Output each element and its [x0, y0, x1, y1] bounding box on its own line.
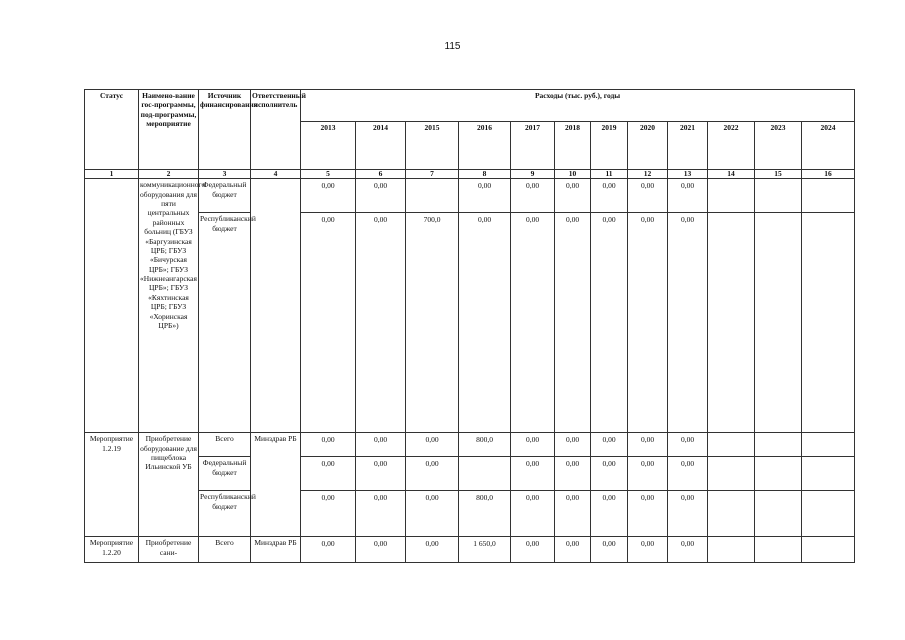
year-header-2019: 2019	[591, 122, 628, 170]
value-cell: 0,00	[406, 537, 459, 563]
value-cell	[708, 213, 755, 433]
value-cell: 0,00	[591, 213, 628, 433]
table-row	[85, 457, 855, 491]
value-cell: 0,00	[555, 491, 591, 537]
budget-table	[84, 89, 855, 563]
source-cell: Всего	[199, 537, 251, 563]
value-cell: 0,00	[301, 213, 356, 433]
value-cell	[802, 213, 855, 433]
header-responsible: Ответственный исполнитель	[251, 90, 301, 170]
value-cell: 0,00	[628, 433, 668, 457]
value-cell: 0,00	[555, 537, 591, 563]
value-cell: 700,0	[406, 213, 459, 433]
year-header-2023: 2023	[755, 122, 802, 170]
value-cell: 0,00	[668, 433, 708, 457]
value-cell: 0,00	[591, 537, 628, 563]
header-expenses: Расходы (тыс. руб.), годы	[301, 90, 855, 122]
header-name: Наимено-вание гос-программы, под-программы, мероприятие	[139, 90, 199, 170]
name-cell: Приобретение сани-	[139, 537, 199, 563]
value-cell	[755, 433, 802, 457]
table-row	[85, 433, 855, 457]
table-row	[85, 537, 855, 563]
source-cell: Всего	[199, 433, 251, 457]
value-cell: 0,00	[591, 491, 628, 537]
value-cell: 0,00	[628, 491, 668, 537]
table-row	[85, 213, 855, 433]
value-cell: 0,00	[406, 457, 459, 491]
responsible-cell	[251, 179, 301, 433]
value-cell: 0,00	[555, 213, 591, 433]
value-cell: 0,00	[628, 179, 668, 213]
value-cell	[708, 433, 755, 457]
column-number: 8	[459, 170, 511, 179]
value-cell: 800,0	[459, 491, 511, 537]
column-number: 11	[591, 170, 628, 179]
value-cell: 0,00	[301, 537, 356, 563]
value-cell	[755, 537, 802, 563]
value-cell: 0,00	[511, 433, 555, 457]
value-cell: 0,00	[668, 491, 708, 537]
source-cell: Федеральный бюджет	[199, 457, 251, 491]
column-number: 9	[511, 170, 555, 179]
value-cell	[708, 537, 755, 563]
year-header-2017: 2017	[511, 122, 555, 170]
value-cell: 0,00	[668, 537, 708, 563]
column-number: 14	[708, 170, 755, 179]
value-cell: 0,00	[555, 179, 591, 213]
column-number: 12	[628, 170, 668, 179]
value-cell: 0,00	[301, 179, 356, 213]
column-number: 2	[139, 170, 199, 179]
value-cell: 0,00	[406, 433, 459, 457]
table-row	[85, 179, 855, 213]
status-cell: Мероприятие 1.2.19	[85, 433, 139, 537]
value-cell: 1 650,0	[459, 537, 511, 563]
header-source: Источник финансирования	[199, 90, 251, 170]
header-status: Статус	[85, 90, 139, 170]
value-cell: 0,00	[301, 491, 356, 537]
name-cell: Приобретение оборудование для пищеблока Ильинской УБ	[139, 433, 199, 537]
value-cell: 0,00	[668, 213, 708, 433]
source-cell: Республиканский бюджет	[199, 491, 251, 537]
year-header-2021: 2021	[668, 122, 708, 170]
value-cell: 0,00	[668, 457, 708, 491]
value-cell: 0,00	[511, 179, 555, 213]
column-number: 7	[406, 170, 459, 179]
value-cell: 0,00	[511, 491, 555, 537]
value-cell	[459, 457, 511, 491]
table-row	[85, 491, 855, 537]
value-cell: 0,00	[356, 537, 406, 563]
status-cell	[85, 179, 139, 433]
value-cell: 0,00	[356, 179, 406, 213]
year-header-2013: 2013	[301, 122, 356, 170]
value-cell: 0,00	[628, 457, 668, 491]
year-header-2020: 2020	[628, 122, 668, 170]
value-cell: 0,00	[591, 457, 628, 491]
value-cell	[802, 433, 855, 457]
value-cell: 0,00	[356, 433, 406, 457]
value-cell: 800,0	[459, 433, 511, 457]
value-cell: 0,00	[356, 213, 406, 433]
column-number: 4	[251, 170, 301, 179]
value-cell: 0,00	[668, 179, 708, 213]
value-cell: 0,00	[591, 179, 628, 213]
column-number: 6	[356, 170, 406, 179]
year-header-2018: 2018	[555, 122, 591, 170]
value-cell: 0,00	[301, 457, 356, 491]
name-cell: коммуникационного оборудования для пяти центральных районных больниц (ГБУЗ «Баргузинская ЦРБ; ГБУЗ «Бичурская ЦРБ»; ГБУЗ «Нижнеангарская ЦРБ»; ГБУЗ «Кяхтинская ЦРБ; ГБУЗ «Хоринская ЦРБ»)	[139, 179, 199, 433]
source-cell: Федеральный бюджет	[199, 179, 251, 213]
page-number: 115	[444, 41, 461, 52]
value-cell: 0,00	[301, 433, 356, 457]
responsible-cell: Минздрав РБ	[251, 433, 301, 537]
value-cell: 0,00	[511, 213, 555, 433]
value-cell: 0,00	[356, 491, 406, 537]
value-cell	[755, 491, 802, 537]
value-cell: 0,00	[511, 457, 555, 491]
value-cell	[802, 179, 855, 213]
value-cell	[755, 457, 802, 491]
column-number: 13	[668, 170, 708, 179]
source-cell: Республиканский бюджет	[199, 213, 251, 433]
value-cell	[802, 457, 855, 491]
column-number: 3	[199, 170, 251, 179]
value-cell	[802, 537, 855, 563]
value-cell	[708, 457, 755, 491]
value-cell: 0,00	[511, 537, 555, 563]
year-header-2016: 2016	[459, 122, 511, 170]
column-number: 5	[301, 170, 356, 179]
value-cell: 0,00	[555, 457, 591, 491]
status-cell: Мероприятие 1.2.20	[85, 537, 139, 563]
value-cell	[708, 491, 755, 537]
value-cell	[755, 213, 802, 433]
value-cell: 0,00	[459, 213, 511, 433]
year-header-2014: 2014	[356, 122, 406, 170]
year-header-2024: 2024	[802, 122, 855, 170]
value-cell: 0,00	[459, 179, 511, 213]
column-number: 15	[755, 170, 802, 179]
value-cell: 0,00	[356, 457, 406, 491]
value-cell: 0,00	[628, 537, 668, 563]
value-cell: 0,00	[555, 433, 591, 457]
value-cell: 0,00	[628, 213, 668, 433]
responsible-cell: Минздрав РБ	[251, 537, 301, 563]
year-header-2015: 2015	[406, 122, 459, 170]
column-number: 1	[85, 170, 139, 179]
year-header-2022: 2022	[708, 122, 755, 170]
value-cell: 0,00	[406, 491, 459, 537]
column-number: 16	[802, 170, 855, 179]
value-cell	[708, 179, 755, 213]
value-cell	[406, 179, 459, 213]
column-number: 10	[555, 170, 591, 179]
value-cell	[802, 491, 855, 537]
value-cell	[755, 179, 802, 213]
value-cell: 0,00	[591, 433, 628, 457]
